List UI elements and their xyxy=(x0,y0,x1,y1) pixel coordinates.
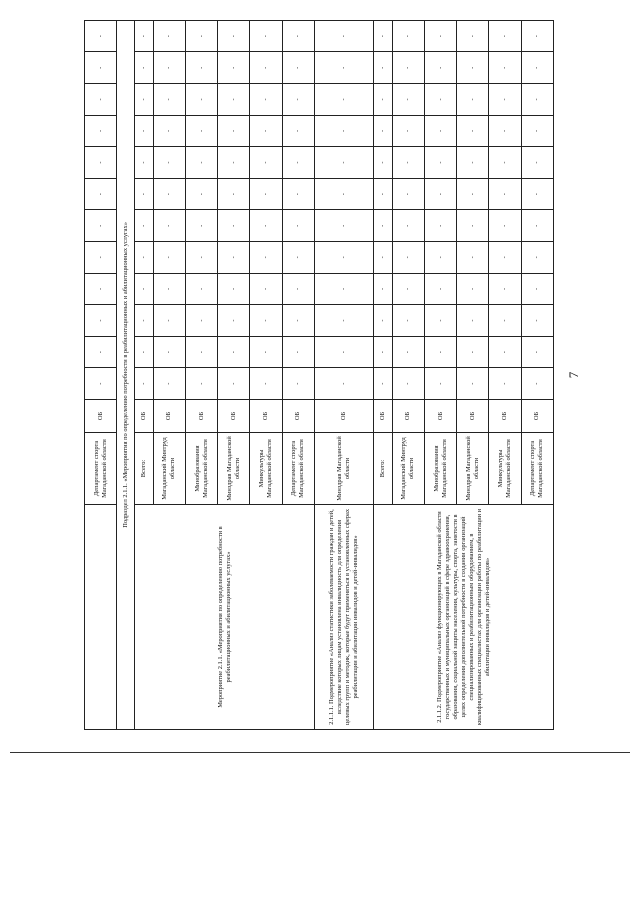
value-cell: - xyxy=(392,147,424,179)
value-cell: - xyxy=(135,84,154,116)
value-cell: - xyxy=(374,52,393,84)
value-cell: - xyxy=(218,20,250,52)
value-cell: - xyxy=(135,336,154,368)
value-cell: - xyxy=(186,210,218,242)
value-cell: - xyxy=(250,20,282,52)
value-cell: - xyxy=(374,336,393,368)
value-cell: - xyxy=(85,273,117,305)
value-cell: - xyxy=(392,52,424,84)
value-cell: - xyxy=(250,242,282,274)
value-cell: - xyxy=(425,84,457,116)
value-cell: - xyxy=(135,368,154,400)
value-cell: - xyxy=(374,115,393,147)
value-cell: - xyxy=(250,115,282,147)
value-cell: - xyxy=(250,336,282,368)
value-cell: - xyxy=(135,242,154,274)
agency-cell: Минздрав Магаданской области xyxy=(218,433,250,505)
value-cell: - xyxy=(282,368,314,400)
value-cell: - xyxy=(521,305,553,337)
source-cell: ОБ xyxy=(392,400,424,433)
agency-cell: Минобразования Магаданской области xyxy=(186,433,218,505)
value-cell: - xyxy=(521,336,553,368)
value-cell: - xyxy=(392,242,424,274)
source-cell: ОБ xyxy=(457,400,489,433)
agency-cell: Минздрав Магаданской области xyxy=(457,433,489,505)
value-cell: - xyxy=(374,84,393,116)
source-cell: ОБ xyxy=(314,400,373,433)
value-cell: - xyxy=(392,178,424,210)
measure-title-cell: 2.1.1.1. Подмероприятие «Анализ статистики заболеваемости граждан и детей, вследствие которых лицам установлена инвалидность для определения целевых групп и методик, которые будут применяться в установленных сферах реабилитации и абилитации инвалидов и детей-инвалидов» xyxy=(314,505,373,730)
agency-cell: Магаданский Минтруд области xyxy=(153,433,185,505)
value-cell: - xyxy=(457,20,489,52)
value-cell: - xyxy=(374,20,393,52)
value-cell: - xyxy=(457,242,489,274)
value-cell: - xyxy=(135,147,154,179)
value-cell: - xyxy=(425,242,457,274)
value-cell: - xyxy=(314,84,373,116)
value-cell: - xyxy=(457,336,489,368)
value-cell: - xyxy=(457,115,489,147)
value-cell: - xyxy=(186,52,218,84)
value-cell: - xyxy=(489,273,521,305)
measure-title-cell: Мероприятие 2.1.1. «Мероприятия по определению потребности в реабилитационных и абилитационных услугах» xyxy=(135,505,315,730)
value-cell: - xyxy=(135,115,154,147)
value-cell: - xyxy=(250,368,282,400)
agency-cell: Всего: xyxy=(135,433,154,505)
value-cell: - xyxy=(85,178,117,210)
value-cell: - xyxy=(186,147,218,179)
value-cell: - xyxy=(186,115,218,147)
subsection-title: Подраздел 2.1.1. «Мероприятия по определению потребности в реабилитационных и абилитационных услугах» xyxy=(117,20,135,729)
value-cell: - xyxy=(282,242,314,274)
value-cell: - xyxy=(85,305,117,337)
value-cell: - xyxy=(314,210,373,242)
agency-cell: Департамент спорта Магаданской области xyxy=(282,433,314,505)
value-cell: - xyxy=(135,210,154,242)
value-cell: - xyxy=(250,84,282,116)
value-cell: - xyxy=(457,273,489,305)
value-cell: - xyxy=(314,115,373,147)
value-cell: - xyxy=(218,178,250,210)
subsection-row xyxy=(117,20,135,729)
value-cell: - xyxy=(425,305,457,337)
value-cell: - xyxy=(314,20,373,52)
source-cell: ОБ xyxy=(186,400,218,433)
value-cell: - xyxy=(457,305,489,337)
value-cell: - xyxy=(282,147,314,179)
value-cell: - xyxy=(314,52,373,84)
value-cell: - xyxy=(85,368,117,400)
value-cell: - xyxy=(282,210,314,242)
value-cell: - xyxy=(250,305,282,337)
value-cell: - xyxy=(392,115,424,147)
value-cell: - xyxy=(135,305,154,337)
source-cell: ОБ xyxy=(135,400,154,433)
value-cell: - xyxy=(186,242,218,274)
agency-cell: Минкультуры Магаданской области xyxy=(489,433,521,505)
value-cell: - xyxy=(282,178,314,210)
value-cell: - xyxy=(392,336,424,368)
value-cell: - xyxy=(153,242,185,274)
value-cell: - xyxy=(425,115,457,147)
value-cell: - xyxy=(135,52,154,84)
value-cell: - xyxy=(153,368,185,400)
source-cell: ОБ xyxy=(374,400,393,433)
value-cell: - xyxy=(85,84,117,116)
source-cell: ОБ xyxy=(489,400,521,433)
value-cell: - xyxy=(314,305,373,337)
page-number: 7 xyxy=(566,371,581,379)
value-cell: - xyxy=(153,52,185,84)
value-cell: - xyxy=(374,305,393,337)
value-cell: - xyxy=(457,210,489,242)
value-cell: - xyxy=(521,178,553,210)
value-cell: - xyxy=(282,336,314,368)
value-cell: - xyxy=(85,147,117,179)
value-cell: - xyxy=(521,147,553,179)
value-cell: - xyxy=(425,273,457,305)
agency-cell: Минздрав Магаданской области xyxy=(314,433,373,505)
value-cell: - xyxy=(489,20,521,52)
value-cell: - xyxy=(457,52,489,84)
value-cell: - xyxy=(392,305,424,337)
agency-cell: Минобразования Магаданской области xyxy=(425,433,457,505)
value-cell: - xyxy=(218,368,250,400)
value-cell: - xyxy=(425,20,457,52)
value-cell: - xyxy=(153,210,185,242)
value-cell: - xyxy=(392,20,424,52)
value-cell: - xyxy=(153,20,185,52)
agency-cell: Департамент спорта Магаданской области xyxy=(85,433,117,505)
value-cell: - xyxy=(457,147,489,179)
value-cell: - xyxy=(392,84,424,116)
value-cell: - xyxy=(153,84,185,116)
value-cell: - xyxy=(314,273,373,305)
value-cell: - xyxy=(250,178,282,210)
value-cell: - xyxy=(314,242,373,274)
value-cell: - xyxy=(521,273,553,305)
value-cell: - xyxy=(489,336,521,368)
value-cell: - xyxy=(374,368,393,400)
value-cell: - xyxy=(282,84,314,116)
table-row xyxy=(135,20,154,729)
value-cell: - xyxy=(153,273,185,305)
table-row xyxy=(314,20,373,729)
value-cell: - xyxy=(186,20,218,52)
source-cell: ОБ xyxy=(250,400,282,433)
value-cell: - xyxy=(521,115,553,147)
value-cell: - xyxy=(374,178,393,210)
value-cell: - xyxy=(489,115,521,147)
value-cell: - xyxy=(425,147,457,179)
budget-table xyxy=(84,20,554,730)
value-cell: - xyxy=(521,210,553,242)
source-cell: ОБ xyxy=(218,400,250,433)
source-cell: ОБ xyxy=(282,400,314,433)
value-cell: - xyxy=(85,242,117,274)
value-cell: - xyxy=(314,336,373,368)
value-cell: - xyxy=(489,305,521,337)
value-cell: - xyxy=(374,273,393,305)
value-cell: - xyxy=(153,115,185,147)
agency-cell: Всего: xyxy=(374,433,393,505)
value-cell: - xyxy=(489,84,521,116)
value-cell: - xyxy=(521,52,553,84)
value-cell: - xyxy=(85,52,117,84)
measure-title-cell: 2.1.1.2. Подмероприятие «Анализ функционирующих в Магаданской области государственных и муниципальных организаций в сфере здравоохранения, образования, социальной защиты населения, культуры, спорта, занятости в целях определения дополнительной потребности в создании организаций специализированных и реабилитационным оборудованием, в квалифицированных специалистах для организации работы по реабилитации и абилитации инвалидов и детей-инвалидов» xyxy=(374,505,554,730)
value-cell: - xyxy=(153,336,185,368)
value-cell: - xyxy=(218,115,250,147)
value-cell: - xyxy=(186,84,218,116)
value-cell: - xyxy=(489,178,521,210)
value-cell: - xyxy=(374,210,393,242)
table-body xyxy=(85,20,554,729)
value-cell: - xyxy=(282,115,314,147)
value-cell: - xyxy=(489,52,521,84)
value-cell: - xyxy=(153,305,185,337)
value-cell: - xyxy=(250,273,282,305)
value-cell: - xyxy=(521,368,553,400)
value-cell: - xyxy=(489,242,521,274)
value-cell: - xyxy=(186,368,218,400)
value-cell: - xyxy=(218,210,250,242)
value-cell: - xyxy=(218,336,250,368)
agency-cell: Магаданский Минтруд области xyxy=(392,433,424,505)
value-cell: - xyxy=(457,84,489,116)
value-cell: - xyxy=(314,178,373,210)
value-cell: - xyxy=(392,273,424,305)
value-cell: - xyxy=(457,368,489,400)
source-cell: ОБ xyxy=(153,400,185,433)
value-cell: - xyxy=(314,147,373,179)
value-cell: - xyxy=(85,336,117,368)
value-cell: - xyxy=(218,84,250,116)
value-cell: - xyxy=(282,305,314,337)
value-cell: - xyxy=(282,273,314,305)
value-cell: - xyxy=(282,52,314,84)
value-cell: - xyxy=(85,210,117,242)
source-cell: ОБ xyxy=(521,400,553,433)
value-cell: - xyxy=(392,210,424,242)
value-cell: - xyxy=(521,20,553,52)
value-cell: - xyxy=(425,368,457,400)
value-cell: - xyxy=(135,20,154,52)
page-divider-line xyxy=(10,752,630,753)
value-cell: - xyxy=(250,147,282,179)
value-cell: - xyxy=(85,115,117,147)
value-cell: - xyxy=(425,52,457,84)
value-cell: - xyxy=(186,178,218,210)
value-cell: - xyxy=(218,242,250,274)
value-cell: - xyxy=(186,273,218,305)
value-cell: - xyxy=(425,178,457,210)
value-cell: - xyxy=(218,147,250,179)
table-row xyxy=(374,20,393,729)
table-row xyxy=(85,20,117,729)
source-cell: ОБ xyxy=(85,400,117,433)
value-cell: - xyxy=(521,242,553,274)
rotated-document-sheet xyxy=(84,20,581,730)
value-cell: - xyxy=(425,210,457,242)
value-cell: - xyxy=(135,178,154,210)
empty-name-cell xyxy=(85,505,117,730)
value-cell: - xyxy=(521,84,553,116)
value-cell: - xyxy=(374,242,393,274)
agency-cell: Минкультуры Магаданской области xyxy=(250,433,282,505)
value-cell: - xyxy=(218,305,250,337)
value-cell: - xyxy=(250,210,282,242)
value-cell: - xyxy=(153,178,185,210)
value-cell: - xyxy=(218,52,250,84)
value-cell: - xyxy=(457,178,489,210)
value-cell: - xyxy=(425,336,457,368)
value-cell: - xyxy=(186,336,218,368)
value-cell: - xyxy=(489,210,521,242)
value-cell: - xyxy=(85,20,117,52)
value-cell: - xyxy=(135,273,154,305)
value-cell: - xyxy=(218,273,250,305)
agency-cell: Департамент спорта Магаданской области xyxy=(521,433,553,505)
value-cell: - xyxy=(314,368,373,400)
value-cell: - xyxy=(392,368,424,400)
value-cell: - xyxy=(282,20,314,52)
value-cell: - xyxy=(250,52,282,84)
value-cell: - xyxy=(153,147,185,179)
value-cell: - xyxy=(186,305,218,337)
source-cell: ОБ xyxy=(425,400,457,433)
value-cell: - xyxy=(489,147,521,179)
value-cell: - xyxy=(374,147,393,179)
value-cell: - xyxy=(489,368,521,400)
